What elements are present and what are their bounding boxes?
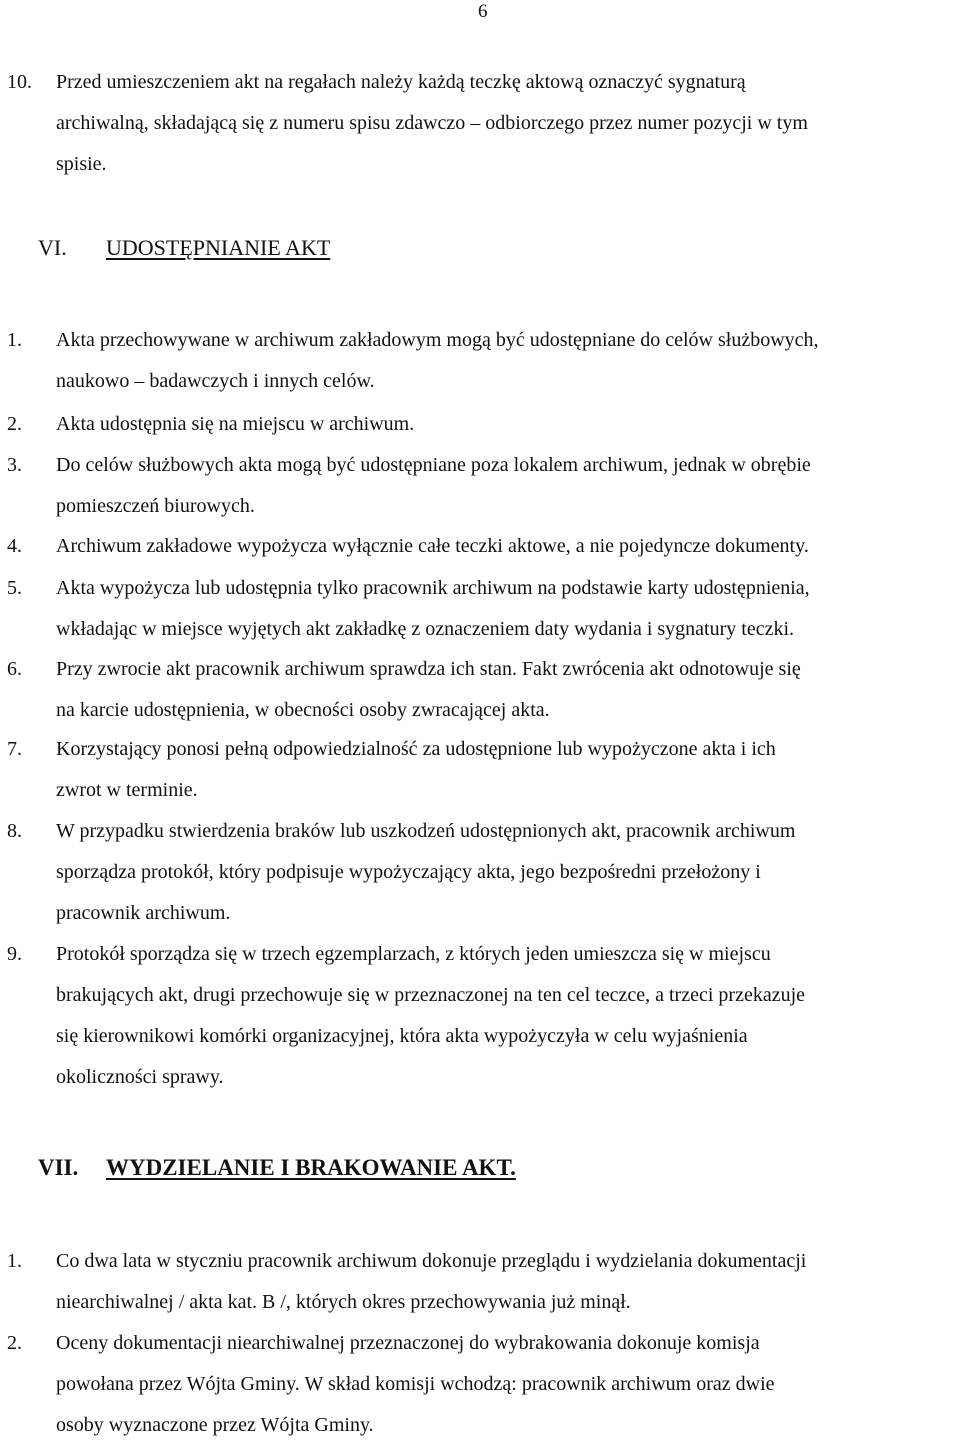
item-text: Korzystający ponosi pełną odpowiedzialność za udostępnione lub wypożyczone akta i ich zwrot w terminie. bbox=[56, 738, 776, 801]
item-text: Przy zwrocie akt pracownik archiwum sprawdza ich stan. Fakt zwrócenia akt odnotowuje się na karcie udostępnienia, w obecności osoby zwracającej akta. bbox=[56, 658, 801, 721]
section-heading-vi bbox=[38, 233, 538, 263]
item-text: Archiwum zakładowe wypożycza wyłącznie całe teczki aktowe, a nie pojedyncze dokumenty. bbox=[56, 535, 809, 557]
item-text: Akta udostępnia się na miejscu w archiwum. bbox=[56, 413, 415, 435]
item-text: Przed umieszczeniem akt na regałach należy każdą teczkę aktową oznaczyć sygnaturą archiwalną, składającą się z numeru spisu zdawczo – odbiorczego przez numer pozycji w tym spisie. bbox=[56, 71, 808, 175]
item-text: Akta przechowywane w archiwum zakładowym mogą być udostępniane do celów służbowych, naukowo – badawczych i innych celów. bbox=[56, 329, 819, 392]
item-number: 3. bbox=[7, 454, 22, 476]
item-number: 2. bbox=[7, 1332, 22, 1354]
item-text: Protokół sporządza się w trzech egzemplarzach, z których jeden umieszcza się w miejscu brakujących akt, drugi przechowuje się w przeznaczonej na ten cel teczce, a trzeci przekazuje się kierownikowi komórki organizacyjnej, która akta wypożyczyła w celu wyjaśnienia okoliczności sprawy. bbox=[56, 943, 806, 1088]
item-text: Akta wypożycza lub udostępnia tylko pracownik archiwum na podstawie karty udostępnienia, wkładając w miejsce wyjętych akt zakładkę z oznaczeniem daty wydania i sygnatury teczki. bbox=[56, 577, 810, 640]
item-number: 7. bbox=[7, 738, 22, 760]
item-number: 5. bbox=[7, 577, 22, 599]
item-text: Co dwa lata w styczniu pracownik archiwum dokonuje przeglądu i wydzielania dokumentacji niearchiwalnej / akta kat. B /, których okres przechowywania już minął. bbox=[56, 1250, 807, 1313]
section-number: VII. bbox=[38, 1155, 79, 1180]
item-text: Do celów służbowych akta mogą być udostępniane poza lokalem archiwum, jednak w obrębie pomieszczeń biurowych. bbox=[56, 454, 811, 517]
item-number: 8. bbox=[7, 820, 22, 842]
item-text: W przypadku stwierdzenia braków lub uszkodzeń udostępnionych akt, pracownik archiwum sporządza protokół, który podpisuje wypożyczający akta, jego bezpośredni przełożony i pracownik archiwum. bbox=[56, 820, 796, 924]
item-number: 6. bbox=[7, 658, 22, 680]
section-title: UDOSTĘPNIANIE AKT bbox=[106, 235, 331, 260]
item-number: 2. bbox=[7, 413, 22, 435]
item-number: 10. bbox=[7, 71, 32, 93]
page-number: 6 bbox=[478, 1, 488, 22]
item-number: 9. bbox=[7, 943, 22, 965]
item-number: 1. bbox=[7, 1250, 22, 1272]
section-title: WYDZIELANIE I BRAKOWANIE AKT. bbox=[106, 1155, 516, 1180]
item-text: Oceny dokumentacji niearchiwalnej przeznaczonej do wybrakowania dokonuje komisja powołana przez Wójta Gminy. W skład komisji wchodzą: pracownik archiwum oraz dwie osoby wyznaczone przez Wójta Gminy. bbox=[56, 1332, 775, 1436]
item-number: 4. bbox=[7, 535, 22, 557]
item-number: 1. bbox=[7, 329, 22, 351]
section-number: VI. bbox=[38, 235, 67, 260]
section-heading-vii bbox=[38, 1153, 658, 1183]
